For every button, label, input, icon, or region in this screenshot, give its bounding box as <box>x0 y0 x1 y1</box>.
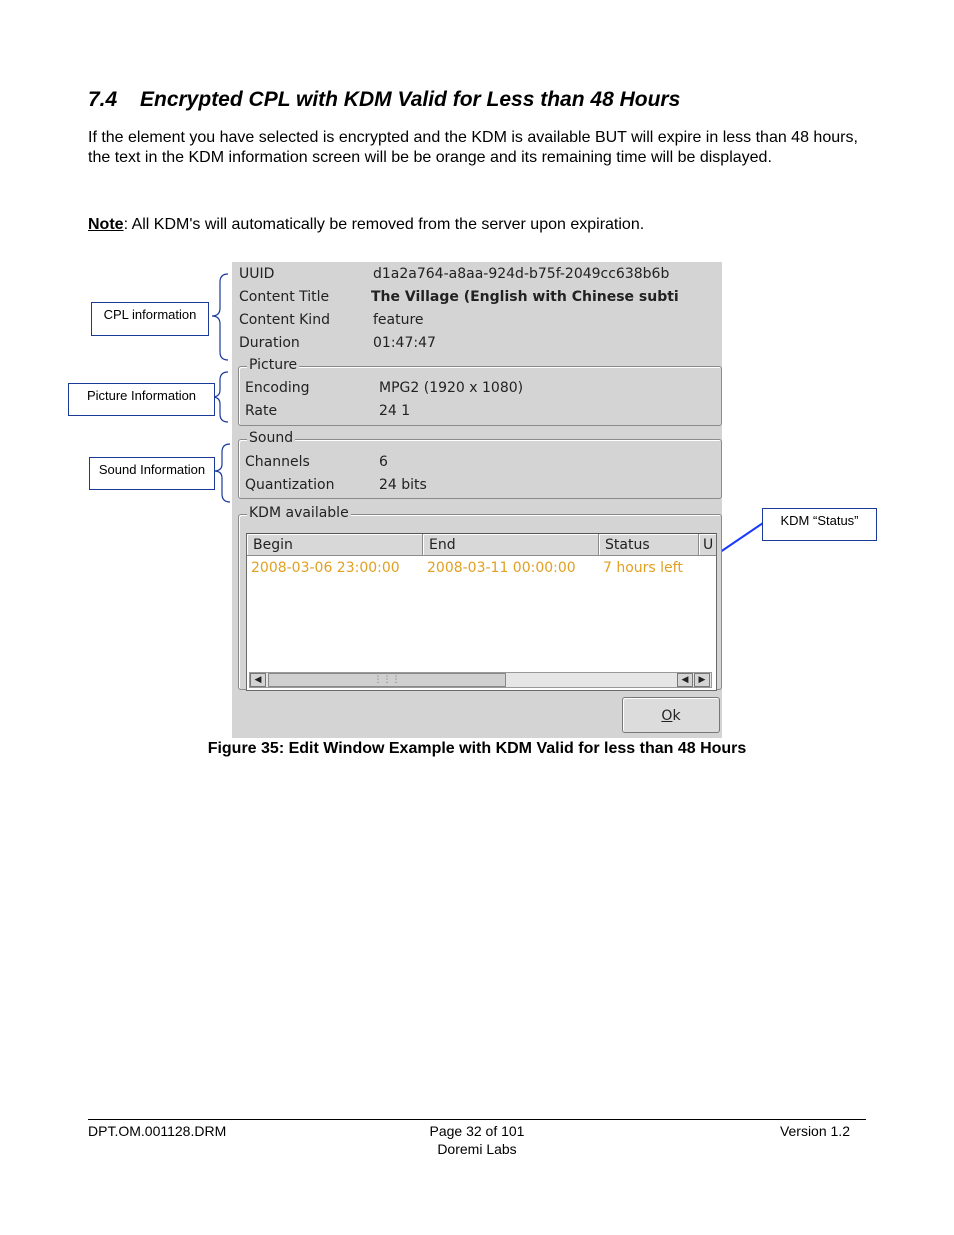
scroll-left-end-icon[interactable]: ◀ <box>677 673 693 687</box>
quantization-label: Quantization <box>245 477 335 493</box>
kdm-legend: KDM available <box>249 505 349 521</box>
column-header-begin[interactable]: Begin <box>247 534 423 556</box>
scroll-right-icon[interactable]: ▶ <box>694 673 710 687</box>
kdm-end-cell[interactable]: 2008-03-11 00:00:00 <box>427 560 576 576</box>
encoding-label: Encoding <box>245 380 310 396</box>
sound-legend: Sound <box>249 430 294 446</box>
note-text: : All KDM's will automatically be removed from the server upon expiration. <box>123 216 645 233</box>
horizontal-scrollbar[interactable] <box>249 672 712 688</box>
footer-divider <box>88 1119 866 1120</box>
kdm-begin-cell[interactable]: 2008-03-06 23:00:00 <box>251 560 400 576</box>
kdm-status-cell[interactable]: 7 hours left <box>603 560 683 576</box>
uuid-value: d1a2a764-a8aa-924d-b75f-2049cc638b6b <box>373 266 670 282</box>
rate-label: Rate <box>245 403 278 419</box>
ok-label-rest: k <box>672 708 681 724</box>
kind-label: Content Kind <box>239 312 330 328</box>
cpl-bracket-icon <box>212 274 228 360</box>
ok-accel-char: O <box>661 708 673 724</box>
footer-version: Version 1.2 <box>779 1123 850 1139</box>
footer-doc-id: DPT.OM.001128.DRM <box>88 1123 227 1139</box>
kdm-table <box>246 533 717 691</box>
footer-center <box>377 1122 577 1158</box>
note-label: Note <box>88 216 124 233</box>
picture-group <box>238 357 722 426</box>
figure-caption: Figure 35: Edit Window Example with KDM Valid for less than 48 Hours <box>207 740 747 757</box>
footer-company: Doremi Labs <box>437 1141 517 1157</box>
column-header-status[interactable]: Status <box>599 534 699 556</box>
kind-value: feature <box>373 312 424 328</box>
duration-value: 01:47:47 <box>373 335 436 351</box>
section-number: 7.4 <box>88 88 118 111</box>
encoding-value: MPG2 (1920 x 1080) <box>379 380 524 396</box>
callout-picture-information: Picture Information <box>68 383 215 416</box>
title-value: The Village (English with Chinese subti <box>371 289 679 305</box>
column-header-end[interactable]: End <box>423 534 599 556</box>
footer-page: Page 32 of 101 <box>429 1123 525 1139</box>
column-header-u[interactable]: U <box>699 534 717 556</box>
intro-paragraph: If the element you have selected is encrypted and the KDM is available BUT will expire in less than 48 hours, the text in the KDM information screen will be be orange and its remaining time will be displayed. <box>88 129 858 166</box>
scroll-left-icon[interactable]: ◀ <box>250 673 266 687</box>
callout-kdm-status: KDM “Status” <box>762 508 877 541</box>
uuid-label: UUID <box>239 266 275 282</box>
title-label: Content Title <box>239 289 330 305</box>
callout-cpl-information: CPL information <box>91 302 209 336</box>
scroll-thumb[interactable]: ⋮⋮⋮ <box>268 673 506 687</box>
channels-value: 6 <box>379 454 388 470</box>
duration-label: Duration <box>239 335 300 351</box>
sound-bracket-icon <box>214 444 230 502</box>
picture-legend: Picture <box>249 357 298 373</box>
rate-value: 24 1 <box>379 403 411 419</box>
section-title: Encrypted CPL with KDM Valid for Less than 48 Hours <box>140 88 681 111</box>
sound-group <box>238 430 722 499</box>
quantization-value: 24 bits <box>379 477 427 493</box>
channels-label: Channels <box>245 454 310 470</box>
kdm-group <box>238 505 722 690</box>
kdm-info-screenshot <box>232 262 722 738</box>
ok-button[interactable] <box>622 697 720 733</box>
callout-sound-information: Sound Information <box>89 457 215 490</box>
